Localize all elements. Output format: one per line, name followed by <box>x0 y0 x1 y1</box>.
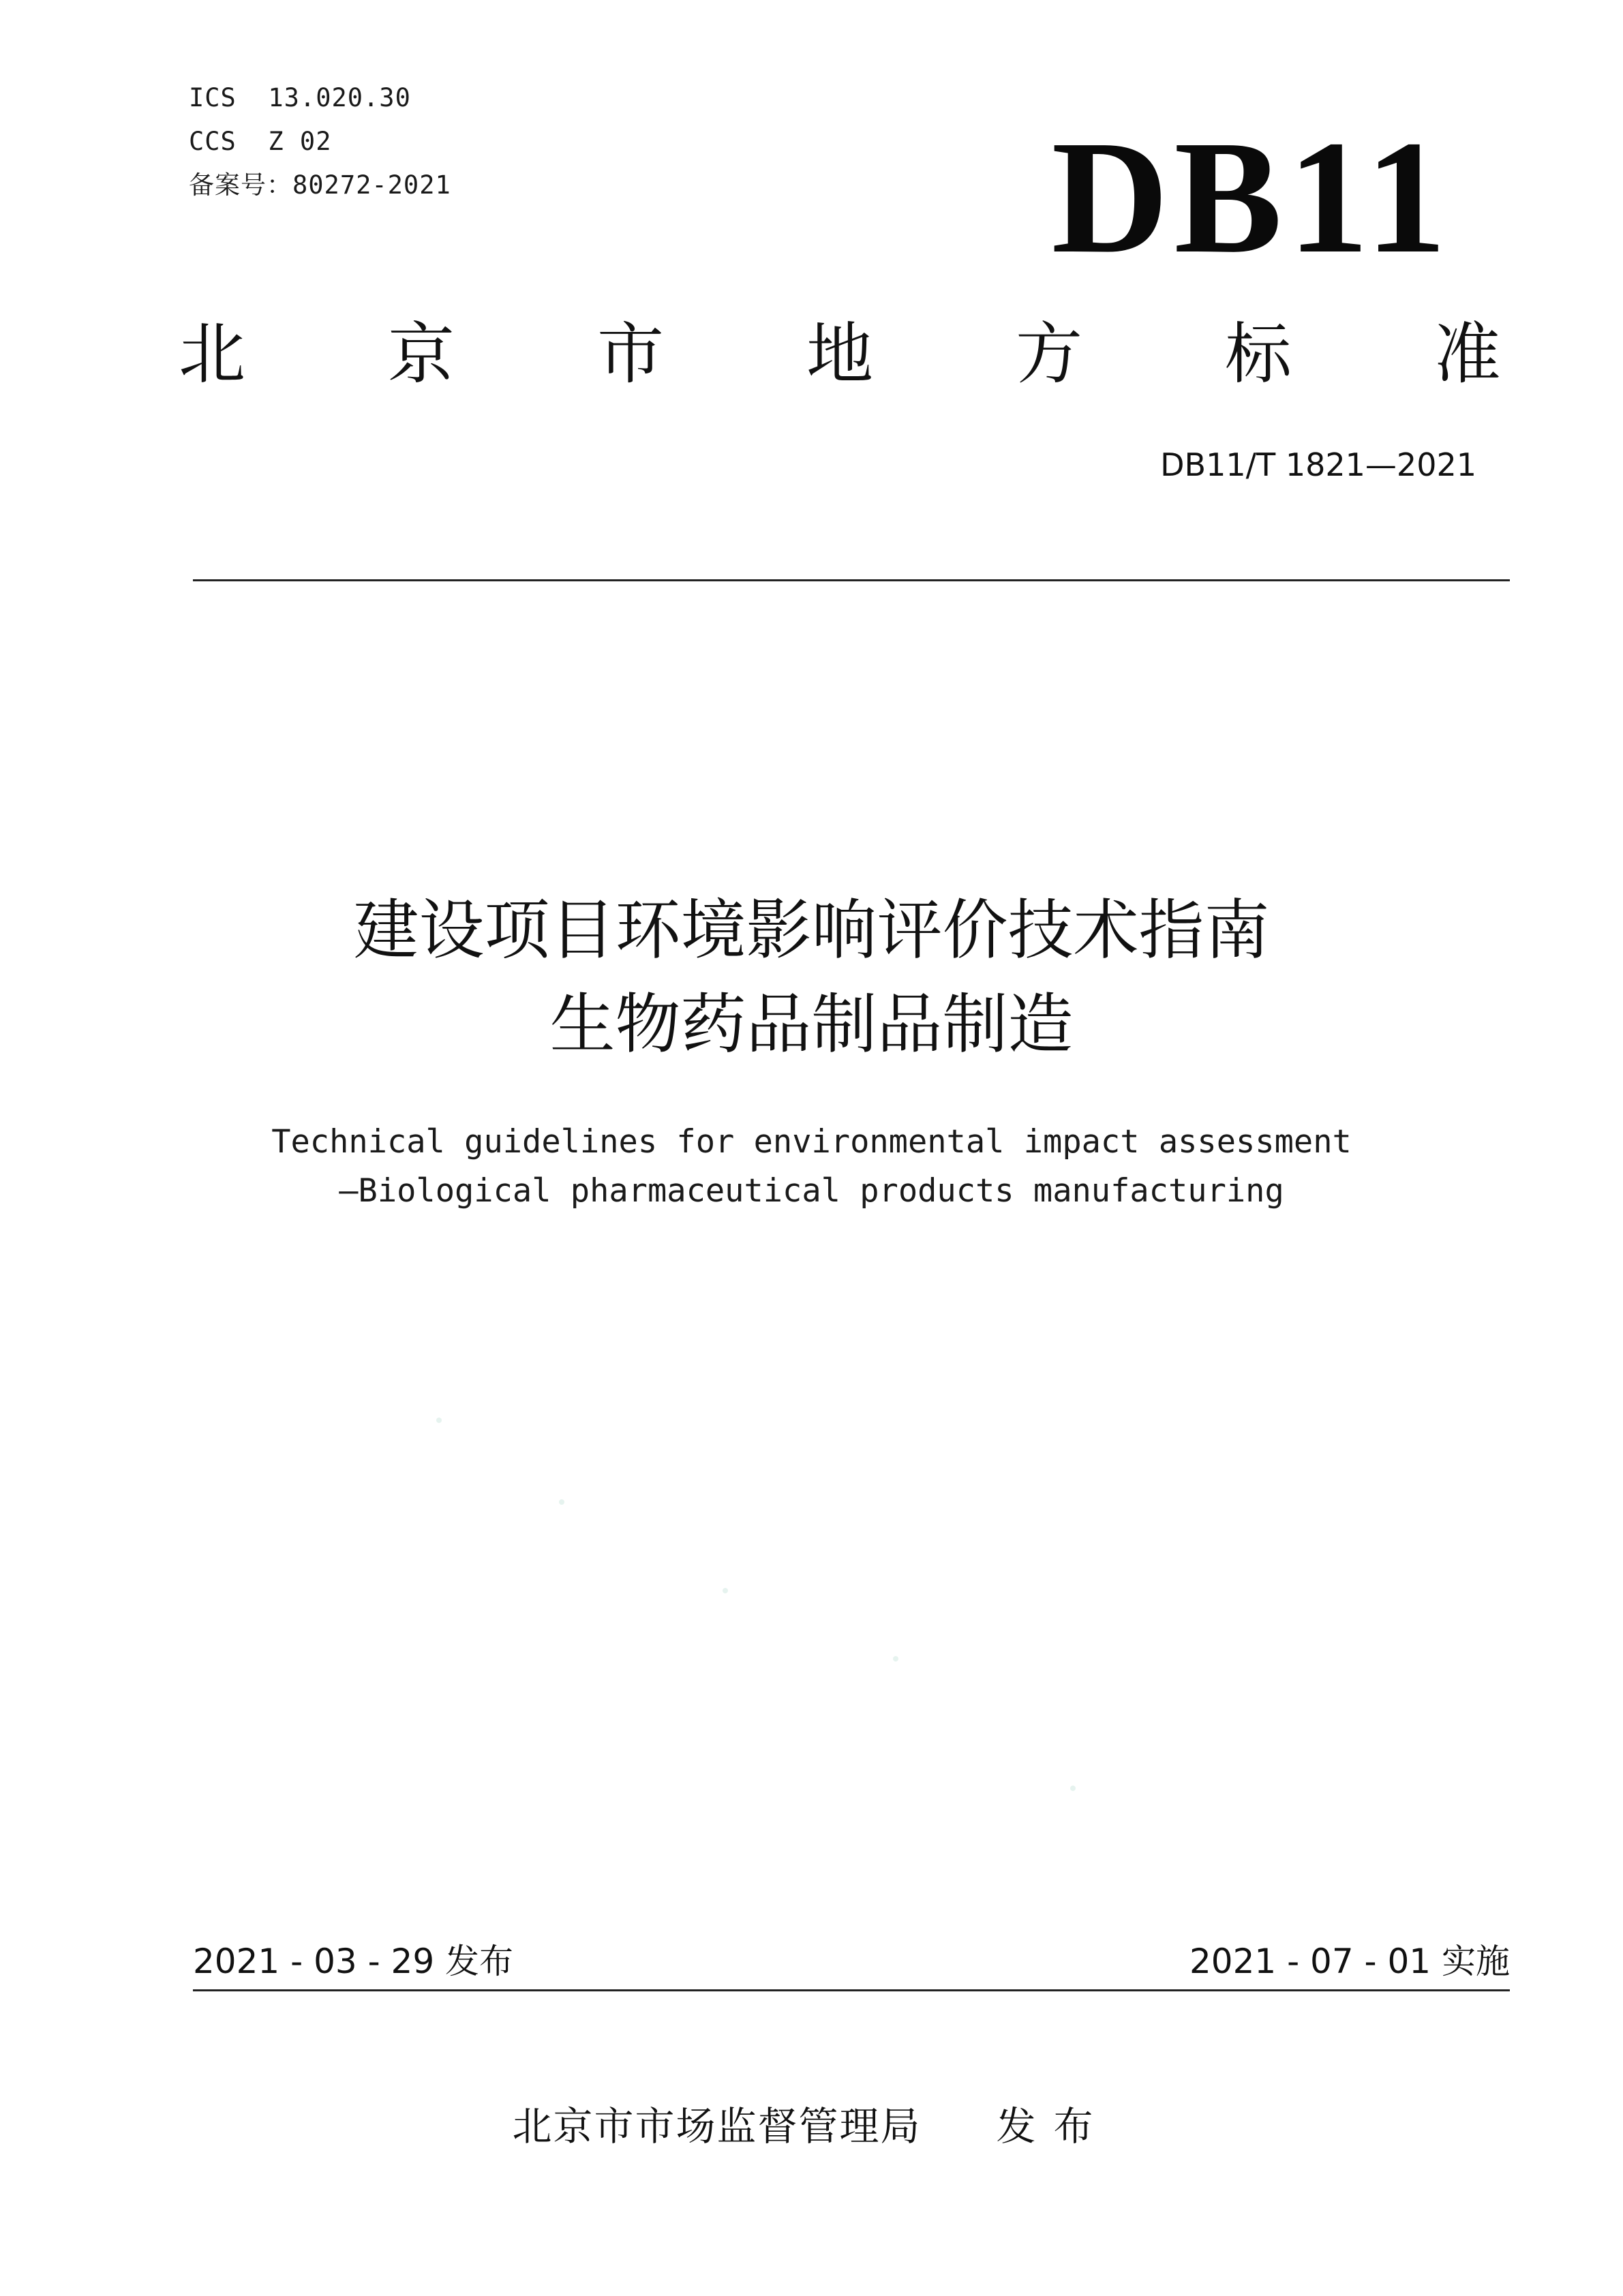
ccs-code: CCS Z 02 <box>189 127 332 156</box>
scan-speckle <box>723 1588 728 1593</box>
title-chinese-line1: 建设项目环境影响评价技术指南 <box>353 892 1270 968</box>
classification-codes <box>189 76 451 207</box>
scan-speckle <box>436 1418 442 1423</box>
scan-speckle <box>559 1499 564 1505</box>
title-chinese-line2: 生物药品制品制造 <box>549 986 1074 1062</box>
publisher-line <box>0 2099 1623 2154</box>
heading-char: 方 <box>1015 316 1082 393</box>
effective-date: 2021 - 07 - 01 实施 <box>1189 1942 1510 1981</box>
db11-logo: DB11 <box>1051 108 1452 287</box>
publisher-organization: 北京市市场监督管理局 <box>512 2103 922 2149</box>
heading-char: 京 <box>387 316 455 393</box>
document-number: DB11/T 1821—2021 <box>1160 446 1476 483</box>
filing-number: 备案号：80272-2021 <box>189 170 451 200</box>
standard-type-heading <box>179 313 1501 395</box>
ics-code: ICS 13.020.30 <box>189 83 411 112</box>
scan-speckle <box>1070 1786 1076 1791</box>
title-english-line2: —Biological pharmaceutical products manufacturing <box>339 1172 1284 1210</box>
heading-char: 准 <box>1434 316 1501 393</box>
publisher-action: 发布 <box>996 2103 1111 2149</box>
scan-speckle <box>893 1656 898 1662</box>
title-english-line1: Technical guidelines for environmental impact assessment <box>271 1123 1352 1161</box>
heading-char: 地 <box>806 316 873 393</box>
heading-char: 北 <box>179 316 246 393</box>
heading-char: 标 <box>1224 316 1292 393</box>
top-divider <box>193 579 1510 581</box>
bottom-divider <box>193 1989 1510 1991</box>
heading-char: 市 <box>596 316 664 393</box>
issue-date: 2021 - 03 - 29 发布 <box>193 1942 514 1981</box>
